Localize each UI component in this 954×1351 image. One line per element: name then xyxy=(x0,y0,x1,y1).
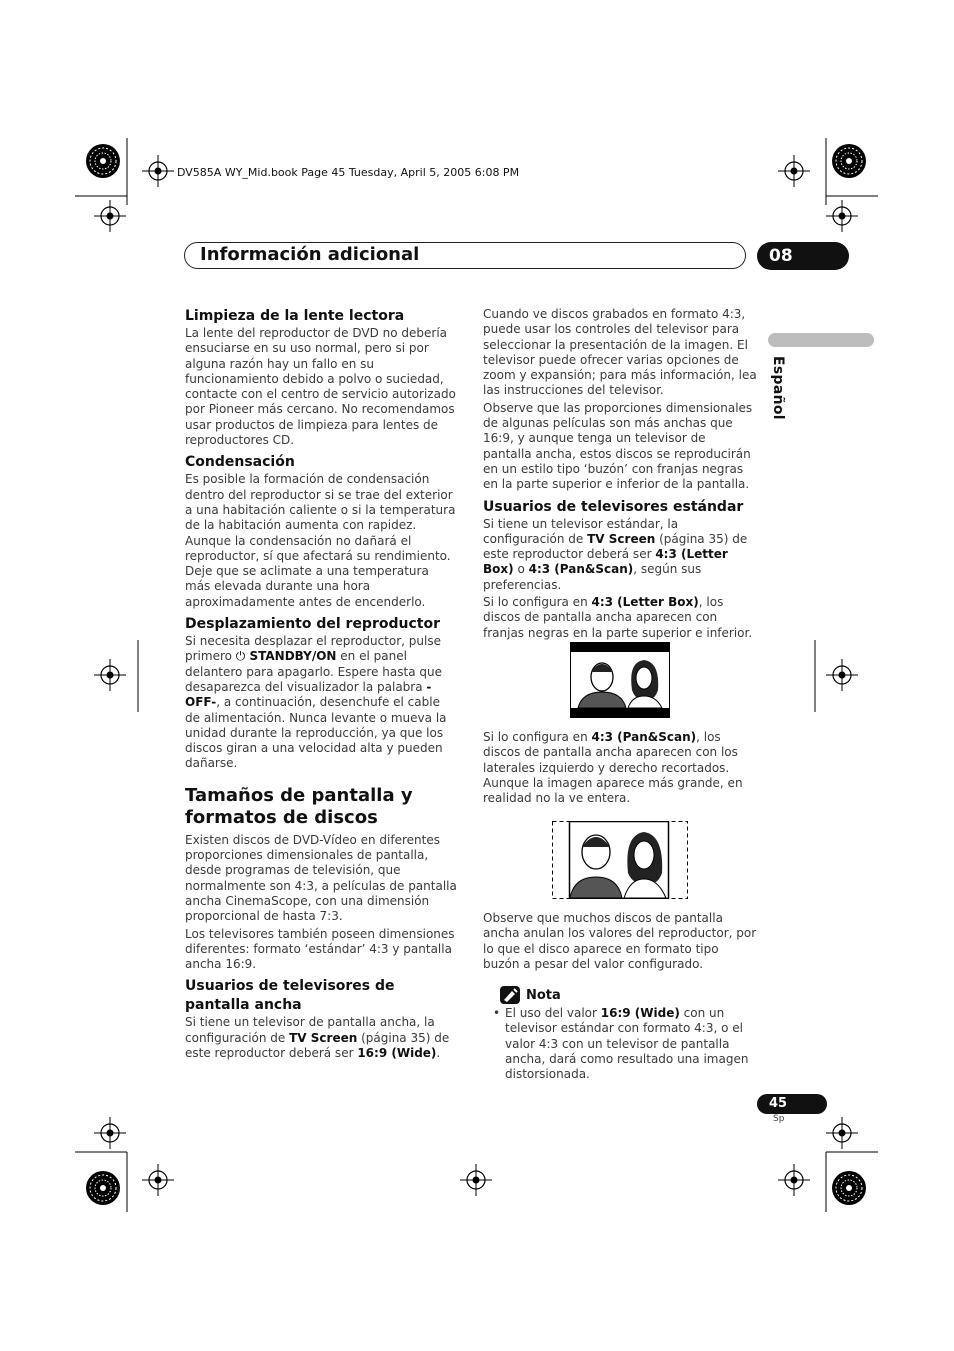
text: (página 35) de este reproductor deberá ser xyxy=(483,531,748,562)
crosshair-icon xyxy=(826,659,858,691)
right-column-top xyxy=(483,307,757,641)
setting-name: TV Screen xyxy=(587,531,656,546)
right-column-bottom xyxy=(483,911,757,972)
paragraph xyxy=(185,1015,457,1061)
setting-value: 4:3 (Letter Box) xyxy=(483,547,728,577)
crosshair-icon xyxy=(94,200,126,232)
setting-value: 16:9 (Wide) xyxy=(600,1006,680,1020)
language-tab xyxy=(768,333,874,347)
setting-value: 4:3 (Pan&Scan) xyxy=(528,562,634,577)
paragraph: Existen discos de DVD-Vídeo en diferentes proporciones dimensionales de pantalla, desde programas de televisión, que normalmente son 4:3, a películas de pantalla ancha CinemaScope, con una dimensión proporcional de hasta 7:3. xyxy=(185,832,457,924)
text: Si lo configura en xyxy=(483,730,592,744)
text: Si tiene un televisor de pantalla ancha, la configuración de xyxy=(185,1015,435,1045)
note-icon xyxy=(500,986,520,1004)
paragraph: Observe que muchos discos de pantalla ancha anulan los valores del reproductor, por lo que el disco aparece en formato tipo buzón a pesar del valor configurado. xyxy=(483,911,757,971)
paragraph xyxy=(185,634,457,772)
note-bullet: • xyxy=(493,1006,501,1020)
text: con un televisor estándar con formato 4:3, o el valor 4:3 con un televisor de pantalla ancha, dará como resultado una imagen distorsionada. xyxy=(505,1006,749,1082)
text: (página 35) de este reproductor deberá ser xyxy=(185,1030,450,1060)
page-title: Información adicional xyxy=(200,244,420,265)
text: El uso del valor xyxy=(505,1006,601,1020)
letterbox-illustration xyxy=(570,642,670,718)
text: en el panel delantero para apagarlo. Espere hasta que desaparezca del visualizador la palabra xyxy=(185,649,442,694)
chapter-number-badge: 08 xyxy=(757,242,849,270)
print-metadata: DV585A WY_Mid.book Page 45 Tuesday, April 5, 2005 6:08 PM xyxy=(177,166,520,179)
section-heading: Usuarios de televisores de pantalla ancha xyxy=(185,978,395,1014)
left-column xyxy=(185,307,457,1061)
paragraph: Observe que las proporciones dimensionales de algunas películas son más anchas que 16:9, y aunque tenga un televisor de pantalla ancha, estos discos se reproducirán en un estilo tipo ‘buzón’ con franjas negras en la parte superior e inferior de la pantalla. xyxy=(483,400,753,492)
crosshair-icon xyxy=(826,200,858,232)
crosshair-icon xyxy=(94,659,126,691)
text: , según sus preferencias. xyxy=(483,562,702,592)
text: Si necesita desplazar el reproductor, pulse primero xyxy=(185,634,441,664)
page-language-code: Sp xyxy=(773,1114,785,1124)
crosshair-icon xyxy=(142,1164,174,1196)
section-heading: Limpieza de la lente lectora xyxy=(185,308,405,324)
section-heading: Desplazamiento del reproductor xyxy=(185,616,440,633)
display-word: -OFF- xyxy=(185,679,432,710)
section-heading: Usuarios de televisores estándar xyxy=(483,498,744,515)
paragraph xyxy=(483,517,757,593)
setting-value: 4:3 (Pan&Scan) xyxy=(591,730,697,744)
note-title: Nota xyxy=(526,988,561,1003)
right-column-middle xyxy=(483,730,757,806)
text: , los discos de pantalla ancha aparecen con franjas negras en la parte superior e inferior. xyxy=(483,595,753,640)
paragraph xyxy=(505,1006,757,1082)
crosshair-icon xyxy=(94,1117,126,1149)
language-label: Español xyxy=(770,356,786,420)
power-icon: ⏻ xyxy=(235,649,246,664)
text: Si tiene un televisor estándar, la configuración de xyxy=(483,516,679,546)
setting-value: 4:3 (Letter Box) xyxy=(591,595,699,610)
pan-scan-illustration xyxy=(552,821,688,899)
paragraph xyxy=(483,595,757,641)
paragraph xyxy=(483,730,757,806)
text: Si lo configura en xyxy=(483,595,592,610)
crosshair-icon xyxy=(142,155,174,187)
text: , los discos de pantalla ancha aparecen con los laterales izquierdo y derecho recortados. Aunque la imagen aparece más grande, en realidad no la ve entera. xyxy=(483,730,743,806)
crosshair-icon xyxy=(778,1164,810,1196)
crosshair-icon xyxy=(460,1164,492,1196)
setting-name: TV Screen xyxy=(289,1030,358,1045)
page-number: 45 xyxy=(757,1094,827,1114)
crosshair-icon xyxy=(778,155,810,187)
paragraph: Es posible la formación de condensación dentro del reproductor si se trae del exterior a una habitación caliente o si la temperatura de la habitación aumenta con rapidez. Aunque la condensación no dañará el reproductor, sí que afectará su rendimiento. Deje que se aclimate a una temperatura más elevada durante una hora aproximadamente antes de encenderlo. xyxy=(185,472,456,609)
button-name: STANDBY/ON xyxy=(245,649,337,664)
paragraph: Los televisores también poseen dimensiones diferentes: formato ‘estándar’ 4:3 y pantalla ancha 16:9. xyxy=(185,926,455,972)
registration-star-icon xyxy=(832,1171,866,1205)
paragraph: La lente del reproductor de DVD no debería ensuciarse en su uso normal, pero si por alguna razón hay un fallo en su funcionamiento debido a polvo o suciedad, contacte con el centro de servicio autorizado por Pioneer más cercano. No recomendamos usar productos de limpieza para lentes de reproductores CD. xyxy=(185,326,456,448)
registration-star-icon xyxy=(86,144,120,178)
registration-star-icon xyxy=(86,1171,120,1205)
section-heading: Condensación xyxy=(185,454,295,471)
text: , a continuación, desenchufe el cable de alimentación. Nunca levante o mueva la unidad durante la reproducción, ya que los discos giran a una velocidad alta y pueden dañarse. xyxy=(185,695,447,771)
setting-value: 16:9 (Wide) xyxy=(357,1045,437,1060)
paragraph: Cuando ve discos grabados en formato 4:3, puede usar los controles del televisor para seleccionar la presentación de la imagen. El televisor puede ofrecer varias opciones de zoom y expansión; para más información, lea las instrucciones del televisor. xyxy=(483,307,757,398)
crosshair-icon xyxy=(826,1117,858,1149)
text: o xyxy=(513,562,529,577)
major-heading: Tamaños de pantalla y formatos de discos xyxy=(185,784,413,828)
text: . xyxy=(436,1045,441,1060)
note-item xyxy=(505,1006,757,1082)
registration-star-icon xyxy=(832,144,866,178)
